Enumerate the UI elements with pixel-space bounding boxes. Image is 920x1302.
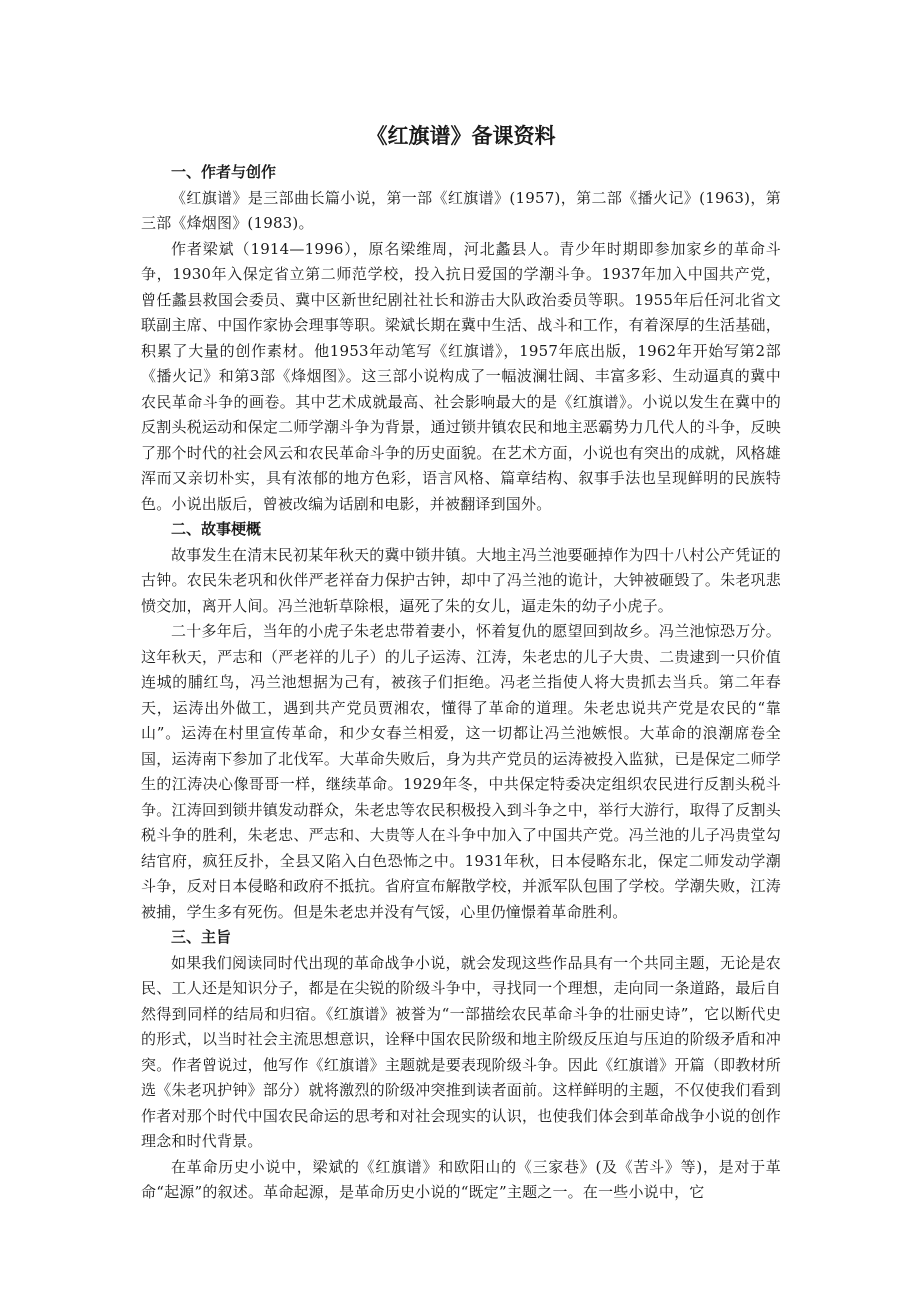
paragraph: 在革命历史小说中，梁斌的《红旗谱》和欧阳山的《三家巷》(及《苦斗》等)，是对于革命“起源”的叙述。革命起源，是革命历史小说的“既定”主题之一。在一些小说中，它 [141,1157,781,1201]
paragraph: 如果我们阅读同时代出现的革命战争小说，就会发现这些作品具有一个共同主题，无论是农民、工人还是知识分子，都是在尖锐的阶级斗争中，寻找同一个理想，走向同一条道路，最后自然得到同样的结局和归宿。《红旗谱》被誉为“一部描绘农民革命斗争的壮丽史诗”，它以断代史的形式，以当时社会主流思想意识，诠释中国农民阶级和地主阶级反压迫与压迫的阶级矛盾和冲突。作者曾说过，他写作《红旗谱》主题就是要表现阶级斗争。因此《红旗谱》开篇（即教材所选《朱老巩护钟》部分）就将激烈的阶级冲突推到读者面前。这样鲜明的主题，不仅使我们看到作者对那个时代中国农民命运的思考和对社会现实的认识，也使我们体会到革命战争小说的创作理念和时代背景。 [141,953,781,1150]
document-page [141,118,781,1206]
section-plot-summary [141,517,781,925]
paragraph: 作者梁斌（1914—1996），原名梁维周，河北蠡县人。青少年时期即参加家乡的革命斗争，1930年入保定省立第二师范学校，投入抗日爱国的学潮斗争。1937年加入中国共产党，曾任蠡县救国会委员、冀中区新世纪剧社社长和游击大队政治委员等职。1955年后任河北省文联副主席、中国作家协会理事等职。梁斌长期在冀中生活、战斗和工作，有着深厚的生活基础，积累了大量的创作素材。他1953年动笔写《红旗谱》，1957年底出版，1962年开始写第2部《播火记》和第3部《烽烟图》。这三部小说构成了一幅波澜壮阔、丰富多彩、生动逼真的冀中农民革命斗争的画卷。其中艺术成就最高、社会影响最大的是《红旗谱》。小说以发生在冀中的反割头税运动和保定二师学潮斗争为背景，通过锁井镇农民和地主恶霸势力几代人的斗争，反映了那个时代的社会风云和农民革命斗争的历史面貌。在艺术方面，小说也有突出的成就，风格雄浑而又亲切朴实，具有浓郁的地方色彩，语言风格、篇章结构、叙事手法也呈现鲜明的民族特色。小说出版后，曾被改编为话剧和电影，并被翻译到国外。 [141,239,781,513]
paragraph: 《红旗谱》是三部曲长篇小说，第一部《红旗谱》(1957)，第二部《播火记》(1963)，第三部《烽烟图》(1983)。 [141,188,781,232]
paragraph: 故事发生在清末民初某年秋天的冀中锁井镇。大地主冯兰池要砸掉作为四十八村公产凭证的古钟。农民朱老巩和伙伴严老祥奋力保护古钟，却中了冯兰池的诡计，大钟被砸毁了。朱老巩悲愤交加，离开人间。冯兰池斩草除根，逼死了朱的女儿，逼走朱的幼子小虎子。 [141,545,781,615]
paragraph: 二十多年后，当年的小虎子朱老忠带着妻小，怀着复仇的愿望回到故乡。冯兰池惊恐万分。这年秋天，严志和（严老祥的儿子）的儿子运涛、江涛，朱老忠的儿子大贵、二贵逮到一只价值连城的脯红鸟，冯兰池想据为己有，被孩子们拒绝。冯老兰指使人将大贵抓去当兵。第二年春天，运涛出外做工，遇到共产党员贾湘农，懂得了革命的道理。朱老忠说共产党是农民的“靠山”。运涛在村里宣传革命，和少女春兰相爱，这一切都让冯兰池嫉恨。大革命的浪潮席卷全国，运涛南下参加了北伐军。大革命失败后，身为共产党员的运涛被投入监狱，已是保定二师学生的江涛决心像哥哥一样，继续革命。1929年冬，中共保定特委决定组织农民进行反割头税斗争。江涛回到锁井镇发动群众，朱老忠等农民积极投入到斗争之中，举行大游行，取得了反割头税斗争的胜利，朱老忠、严志和、大贵等人在斗争中加入了中国共产党。冯兰池的儿子冯贵堂勾结官府，疯狂反扑，全县又陷入白色恐怖之中。1931年秋，日本侵略东北，保定二师发动学潮斗争，反对日本侵略和政府不抵抗。省府宣布解散学校，并派军队包围了学校。学潮失败，江涛被捕，学生多有死伤。但是朱老忠并没有气馁，心里仍憧憬着革命胜利。 [141,622,781,921]
section-heading: 二、故事梗概 [171,520,262,538]
document-title: 《红旗谱》备课资料 [366,124,556,148]
section-heading: 三、主旨 [171,928,232,946]
section-heading: 一、作者与创作 [171,163,277,181]
section-theme [141,925,781,1206]
section-author-and-creation [141,160,781,517]
